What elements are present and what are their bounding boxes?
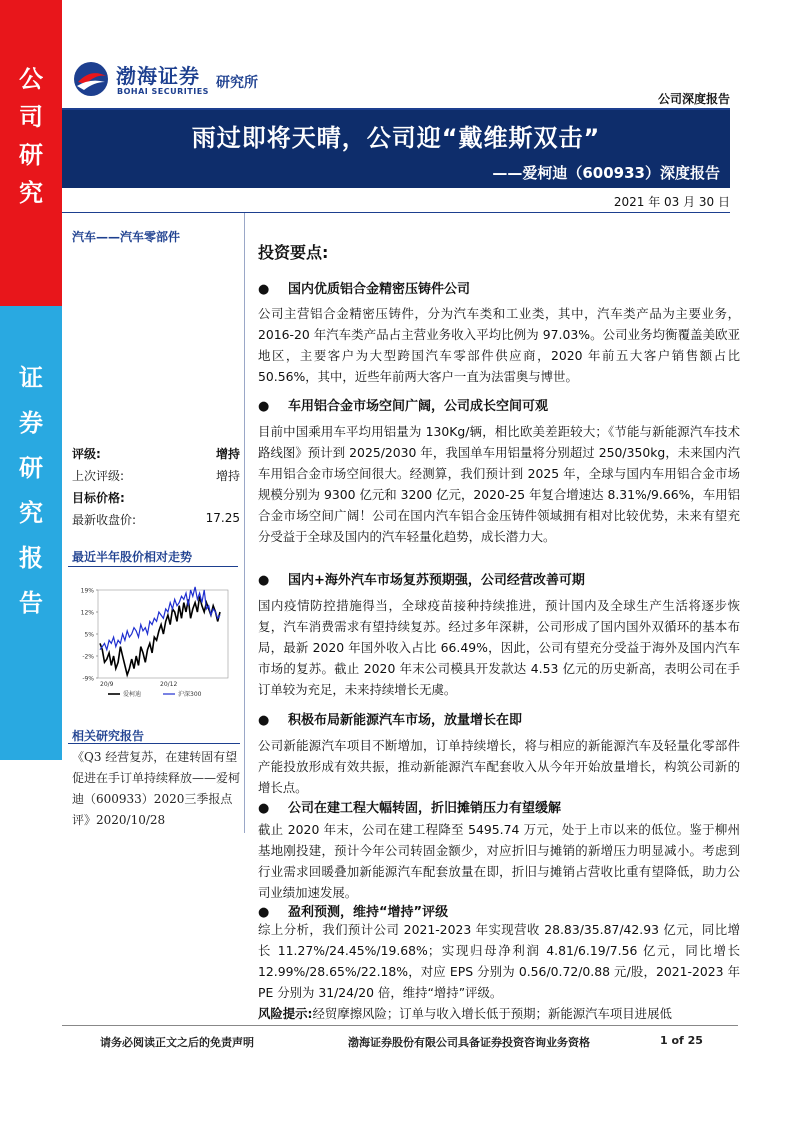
logo-chinese-name: 渤海证券 xyxy=(116,64,200,88)
legend-label: 爱柯迪 xyxy=(123,691,142,698)
x-tick-label: 20/9 xyxy=(100,681,114,688)
bullet-icon: ● xyxy=(258,573,270,588)
side-band-securities-report xyxy=(0,306,62,760)
side-band-char: 告 xyxy=(19,589,43,617)
bullet-icon: ● xyxy=(258,801,270,816)
relative-price-chart xyxy=(68,570,238,710)
report-date: 2021 年 03 月 30 日 xyxy=(613,195,730,209)
risk-text: 经贸摩擦风险；订单与收入增长低于预期；新能源汽车项目进展低 xyxy=(312,1006,672,1021)
section-heading: ● 盈利预测，维持“增持”评级 xyxy=(258,905,449,920)
industry-label: 汽车——汽车零部件 xyxy=(72,230,181,244)
side-band-char: 研 xyxy=(19,141,43,169)
side-band-char: 司 xyxy=(19,103,43,131)
section-body: 公司主营铝合金精密压铸件，分为汽车类和工业类，其中，汽车类产品为主要业务，2016-20 年汽车类产品占主营业务收入平均比例为 97.03%。公司业务均衡覆盖美欧亚地区，主要客户为大型跨国汽车零部件供应商，2020 年前五大客户销售额占比 50.56%，其中，近些年前两大客户一直为法雷奥与博世。 xyxy=(258,306,740,384)
close-price-value: 17.25 xyxy=(205,511,240,525)
footer-disclaimer: 请务必阅读正文之后的免责声明 xyxy=(100,1036,254,1049)
side-band-top-text xyxy=(0,0,62,212)
bullet-icon: ● xyxy=(258,399,270,414)
rating-label: 评级: xyxy=(72,447,101,461)
series-line-hs300 xyxy=(100,587,220,650)
related-reports-divider xyxy=(68,743,240,744)
x-tick-label: 20/12 xyxy=(160,681,178,688)
y-tick-label: 19% xyxy=(80,587,94,595)
section-body: 目前中国乘用车平均用铝量为 130Kg/辆，相比欧美差距较大；《节能与新能源汽车技术路线图》预计到 2025/2030 年，我国单车用铝量将分别超过 250/350kg，未来国内汽车用铝合金市场空间很大。经测算，我们预计到 2025 年，全球与国内车用铝合金市场规模分别为 9300 亿元和 3200 亿元，2020-25 年复合增速达 8.31%/9.66%，车用铝合金市场空间广阔！公司在国内汽车铝合金压铸件领域拥有相对比较优势，未来有望充分受益于全球及国内的汽车轻量化趋势，成长潜力大。 xyxy=(258,424,740,544)
date-divider xyxy=(62,212,730,213)
section-heading: ● 国内优质铝合金精密压铸件公司 xyxy=(258,282,471,297)
y-tick-label: -9% xyxy=(82,675,94,683)
section-heading: ● 车用铝合金市场空间广阔，公司成长空间可观 xyxy=(258,399,549,414)
report-title: 雨过即将天晴，公司迎“戴维斯双击” xyxy=(191,124,601,152)
section-body: 截止 2020 年末，公司在建工程降至 5495.74 万元，处于上市以来的低位。鉴于柳州基地刚投建，预计今年公司转固金额少，对应折旧与摊销的新增压力明显减小。考虑到行业需求回暖叠加新能源汽车配套放量在即，折旧与摊销占营收比重有望降低，助力公司业绩加速发展。 xyxy=(258,822,740,900)
section-body: 公司新能源汽车项目不断增加，订单持续增长，将与相应的新能源汽车及轻量化零部件产能投放形成有效共振，推动新能源汽车配套收入从今年开始放量增长，构筑公司新的增长点。 xyxy=(258,738,740,795)
bohai-logo xyxy=(72,58,282,102)
investment-points-heading: 投资要点: xyxy=(258,243,329,262)
footer-divider xyxy=(62,1025,738,1026)
series-line-aikedi xyxy=(100,596,220,675)
related-reports-title: 相关研究报告 xyxy=(72,729,145,743)
target-price-row xyxy=(72,489,240,507)
risk-label: 风险提示: xyxy=(258,1006,313,1021)
section-body: 国内疫情防控措施得当，全球疫苗接种持续推进，预计国内及全球生产生活将逐步恢复，汽车消费需求有望持续复苏。经过多年深耕，公司形成了国内国外双循环的基本布局，最新 2020 年国外收入占比 66.49%，因此，公司有望充分受益于海外及国内汽车市场的复苏。截止 2020 年末公司模具开发款达 4.53 亿元的历史新高，表明公司在手订单较为充足，未来持续增长无虞。 xyxy=(258,598,740,697)
risk-warning xyxy=(258,1003,740,1024)
rating-row xyxy=(72,445,240,463)
bullet-icon: ● xyxy=(258,282,270,297)
footer-qualification: 渤海证券股份有限公司具备证券投资咨询业务资格 xyxy=(348,1036,590,1049)
page-number: 1 of 25 xyxy=(660,1034,703,1047)
bullet-icon: ● xyxy=(258,713,270,728)
bohai-logo-icon xyxy=(72,60,110,98)
y-tick-label: 12% xyxy=(80,609,94,617)
y-tick-label: 5% xyxy=(84,631,94,639)
target-price-label: 目标价格: xyxy=(72,491,125,505)
side-band-char: 研 xyxy=(19,454,43,482)
section-body: 综上分析，我们预计公司 2021-2023 年实现营收 28.83/35.87/42.93 亿元，同比增长 11.27%/24.45%/19.68%；实现归母净利润 4.81/6.19/7.56 亿元，同比增长 12.99%/28.65%/22.18%，对应 EPS 分别为 0.56/0.72/0.88 元/股，2021-2023 年 PE 分别为 31/24/20 倍，维持“增持”评级。 xyxy=(258,922,740,1000)
title-banner xyxy=(62,110,730,188)
prev-rating-value: 增持 xyxy=(215,469,240,483)
bullet-icon: ● xyxy=(258,905,270,920)
logo-institute: 研究所 xyxy=(216,75,258,91)
section-heading: ● 国内+海外汽车市场复苏预期强，公司经营改善可期 xyxy=(258,573,585,588)
legend-label: 沪深300 xyxy=(178,691,202,698)
prev-rating-row xyxy=(72,467,240,485)
close-price-label: 最新收盘价: xyxy=(72,513,137,527)
section-heading: ● 公司在建工程大幅转固，折旧摊销压力有望缓解 xyxy=(258,801,562,816)
column-divider xyxy=(244,213,245,833)
close-price-row xyxy=(72,511,240,529)
side-band-char: 公 xyxy=(19,65,43,93)
report-type: 公司深度报告 xyxy=(657,92,730,106)
side-band-char: 券 xyxy=(19,409,43,437)
side-band-char: 究 xyxy=(19,179,43,207)
report-subtitle: ——爱柯迪（600933）深度报告 xyxy=(492,164,720,182)
chart-title: 最近半年股价相对走势 xyxy=(72,550,193,564)
y-tick-label: -2% xyxy=(82,653,94,661)
section-heading: ● 积极布局新能源汽车市场，放量增长在即 xyxy=(258,713,523,728)
chart-title-divider xyxy=(68,566,238,567)
side-band-company-research xyxy=(0,0,62,306)
side-band-char: 报 xyxy=(19,544,43,572)
side-band-char: 究 xyxy=(19,499,43,527)
related-report-item[interactable]: 《Q3 经营复苏，在建转固有望促进在手订单持续释放——爱柯迪（600933）2020三季报点评》2020/10/28 xyxy=(72,750,241,827)
prev-rating-label: 上次评级: xyxy=(72,469,125,483)
side-band-bottom-text xyxy=(0,306,62,626)
side-band-char: 证 xyxy=(19,364,43,392)
rating-value: 增持 xyxy=(215,447,240,461)
logo-english-name: BOHAI SECURITIES xyxy=(117,87,209,96)
